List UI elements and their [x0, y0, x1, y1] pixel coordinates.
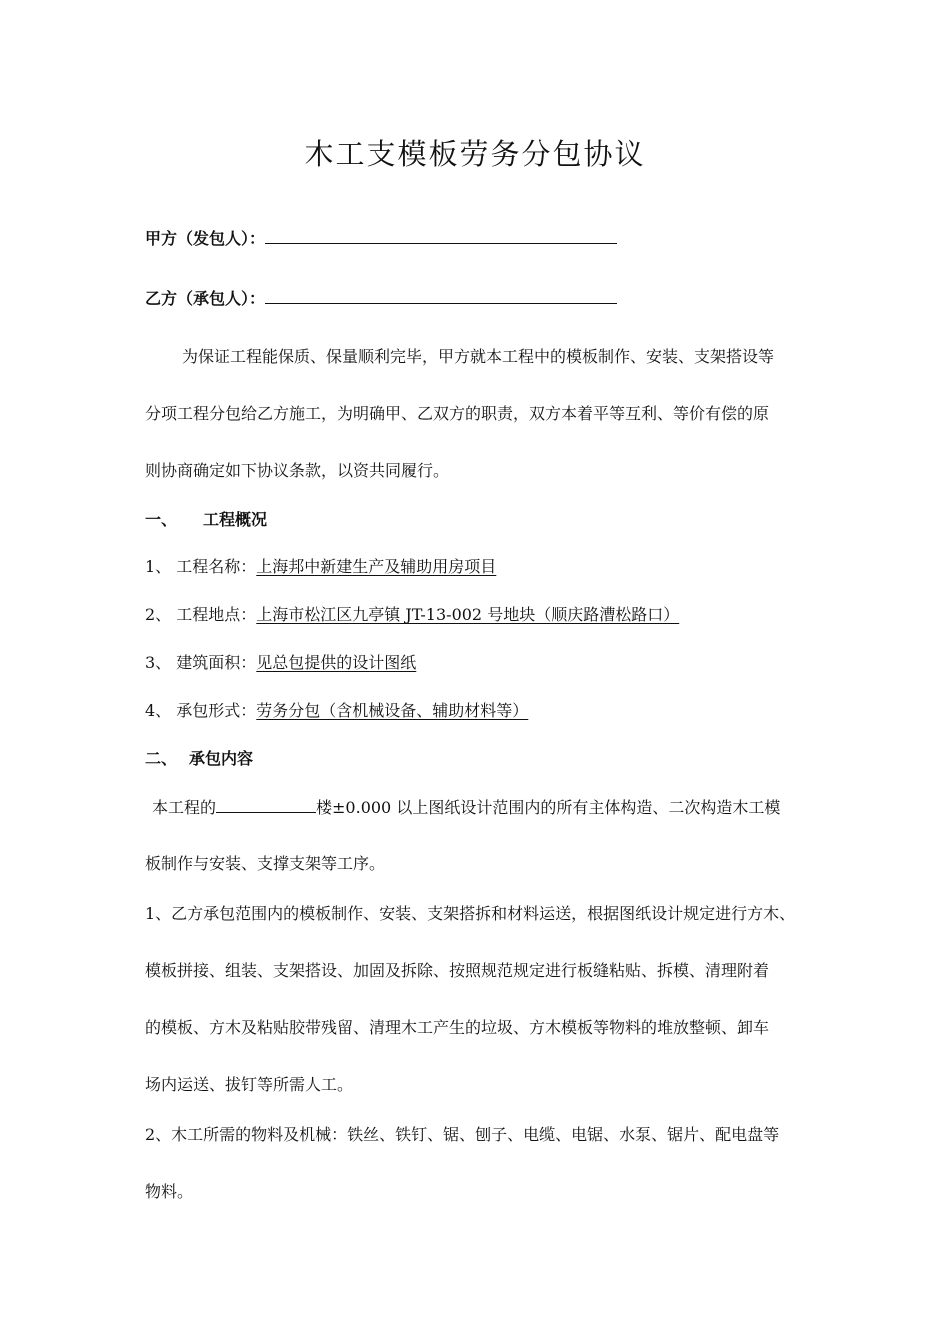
section-1-heading [145, 509, 267, 531]
clause-1-line-2: 模板拼接、组装、支架搭设、加固及拆除、按照规范规定进行板缝粘贴、拆模、清理附着 [145, 961, 770, 980]
clause-1-line-4: 场内运送、拔钉等所需人工。 [145, 1075, 354, 1094]
item-value: 劳务分包（含机械设备、辅助材料等） [256, 701, 529, 720]
scope-line-2: 板制作与安装、支撑支架等工序。 [145, 854, 386, 873]
intro-line-3: 则协商确定如下协议条款，以资共同履行。 [145, 461, 450, 480]
party-b-label: 乙方（承包人）： [145, 289, 266, 308]
clause-2-line-2: 物料。 [145, 1182, 194, 1201]
item-value: 见总包提供的设计图纸 [256, 653, 417, 672]
section-2-heading [145, 748, 253, 770]
overview-item-area [145, 652, 416, 674]
party-b-line [145, 288, 617, 310]
section-1-title: 工程概况 [203, 510, 268, 529]
overview-item-location [145, 604, 679, 626]
section-1-number: 一、 [145, 510, 178, 529]
party-a-blank [265, 228, 617, 244]
scope-prefix: 本工程的 [152, 798, 217, 817]
clause-1-line-1: 1、乙方承包范围内的模板制作、安装、支架搭拆和材料运送，根据图纸设计规定进行方木、 [145, 904, 796, 923]
scope-line-1 [152, 797, 780, 819]
section-2-number: 二、 [145, 749, 178, 768]
item-value: 上海邦中新建生产及辅助用房项目 [256, 557, 497, 576]
party-a-line [145, 228, 617, 250]
item-value: 上海市松江区九亭镇 JT-13-002 号地块（顺庆路漕松路口） [256, 605, 680, 624]
party-b-blank [265, 288, 617, 304]
item-label: 3、 建筑面积： [145, 653, 257, 672]
document-title: 木工支模板劳务分包协议 [304, 137, 646, 171]
item-label: 2、 工程地点： [145, 605, 257, 624]
intro-line-1: 为保证工程能保质、保量顺利完毕，甲方就本工程中的模板制作、安装、支架搭设等 [182, 347, 775, 366]
intro-line-2: 分项工程分包给乙方施工，为明确甲、乙双方的职责，双方本着平等互利、等价有偿的原 [145, 404, 770, 423]
building-blank [216, 797, 316, 813]
overview-item-name [145, 556, 496, 578]
item-label: 4、 承包形式： [145, 701, 257, 720]
section-2-title: 承包内容 [189, 749, 254, 768]
scope-suffix: 楼±0.000 以上图纸设计范围内的所有主体构造、二次构造木工模 [316, 798, 781, 817]
party-a-label: 甲方（发包人）： [145, 229, 266, 248]
clause-2-line-1: 2、木工所需的物料及机械：铁丝、铁钉、锯、刨子、电缆、电锯、水泵、锯片、配电盘等 [145, 1125, 780, 1144]
clause-1-line-3: 的模板、方木及粘贴胶带残留、清理木工产生的垃圾、方木模板等物料的堆放整顿、卸车 [145, 1018, 770, 1037]
item-label: 1、 工程名称： [145, 557, 257, 576]
overview-item-form [145, 700, 528, 722]
